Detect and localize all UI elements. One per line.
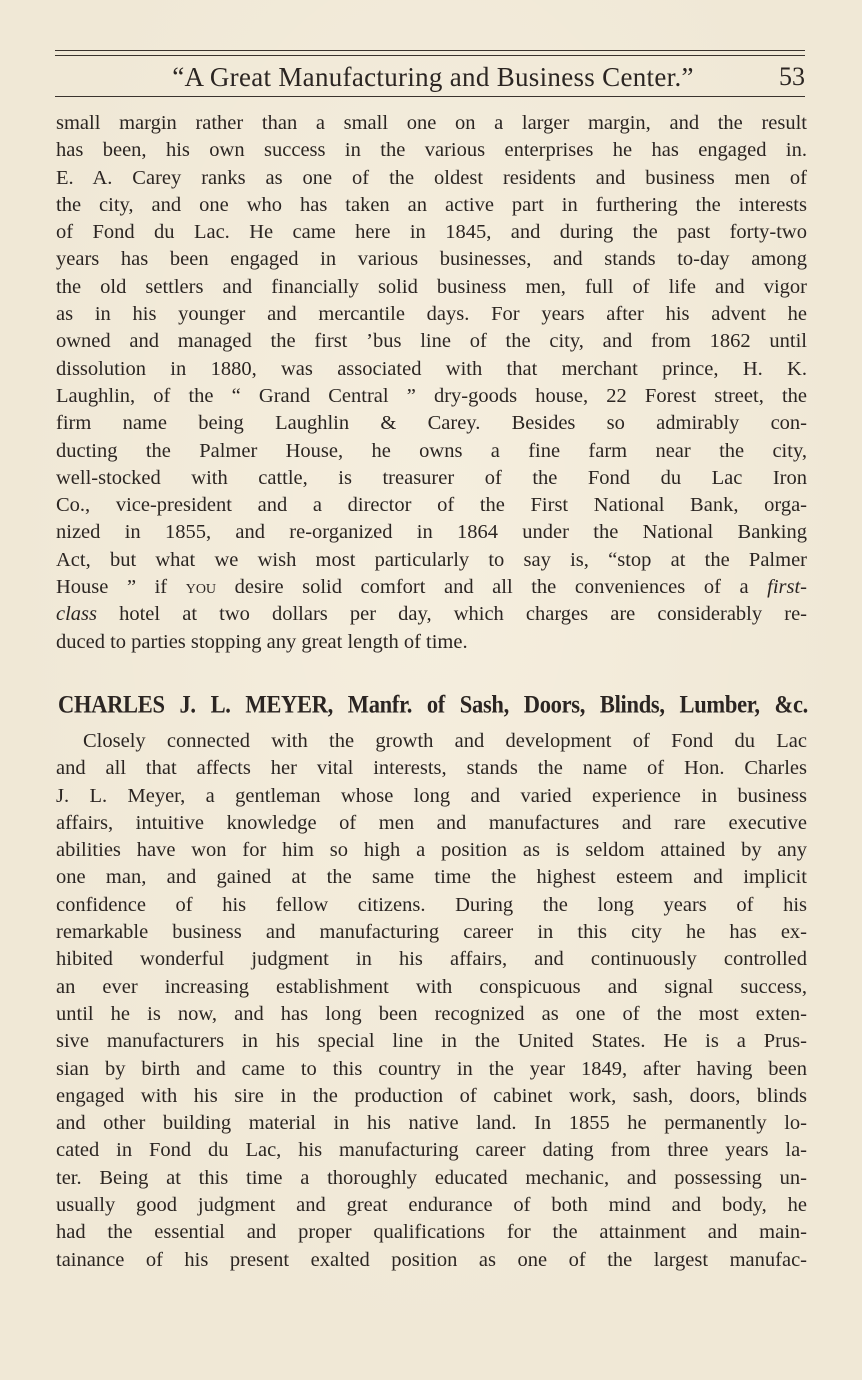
text-line: and all that affects her vital interests, stands the name of Hon. Charles	[56, 757, 807, 780]
text-line: affairs, intuitive knowledge of men and manufactures and rare executive	[56, 811, 807, 834]
text-line: Act, but what we wish most particularly to say is, “stop at the Palmer	[56, 548, 807, 571]
text-line: Closely connected with the growth and development of Fond du Lac	[83, 730, 807, 752]
text-line: owned and managed the first ’bus line of the city, and from 1862 until	[56, 330, 807, 353]
text-line: until he is now, and has long been recognized as one of the most exten-	[56, 1002, 807, 1025]
text-line: confidence of his fellow citizens. During the long years of his	[56, 893, 807, 916]
text-line: the city, and one who has taken an active part in furthering the interests	[56, 193, 807, 216]
text-line: usually good judgment and great endurance of both mind and body, he	[56, 1194, 807, 1217]
text-segment: desire solid comfort and all the conveniences of a	[216, 576, 768, 599]
text-line: duced to parties stopping any great length of time.	[56, 630, 468, 653]
text-line: cated in Fond du Lac, his manufacturing career dating from three years la-	[56, 1139, 807, 1162]
text-line: as in his younger and mercantile days. For years after his advent he	[56, 303, 807, 326]
running-header	[55, 62, 805, 97]
text-line: of Fond du Lac. He came here in 1845, and during the past forty-two	[56, 221, 807, 244]
text-segment: hotel at two dollars per day, which charges are considerably re-	[97, 603, 807, 626]
text-line: E. A. Carey ranks as one of the oldest residents and business men of	[56, 166, 807, 189]
header-rule-top	[55, 50, 805, 51]
paragraph-meyer	[56, 728, 807, 1274]
italic-word: first-	[767, 576, 807, 599]
text-line: ter. Being at this time a thoroughly educated mechanic, and possessing un-	[56, 1166, 807, 1189]
text-line: an ever increasing establishment with conspicuous and signal success,	[56, 975, 807, 998]
text-line-house	[56, 574, 807, 601]
text-line: one man, and gained at the same time the highest esteem and implicit	[56, 866, 807, 889]
text-line: ducting the Palmer House, he owns a fine farm near the city,	[56, 439, 807, 462]
section-heading: CHARLES J. L. MEYER, Manfr. of Sash, Doors, Blinds, Lumber, &c.	[58, 690, 808, 718]
text-line: nized in 1855, and re-organized in 1864 under the National Banking	[56, 521, 807, 544]
text-line: remarkable business and manufacturing career in this city he has ex-	[56, 921, 807, 944]
text-line: Co., vice-president and a director of the First National Bank, orga-	[56, 494, 807, 517]
text-line: firm name being Laughlin & Carey. Besides so admirably con-	[56, 412, 807, 435]
text-line: had the essential and proper qualifications for the attainment and main-	[56, 1221, 807, 1244]
small-caps-word: you	[185, 576, 217, 599]
text-line: well-stocked with cattle, is treasurer of the Fond du Lac Iron	[56, 466, 807, 489]
running-title: “A Great Manufacturing and Business Center.”	[172, 62, 694, 92]
text-line: sian by birth and came to this country in the year 1849, after having been	[56, 1057, 807, 1080]
header-rule-second	[55, 55, 805, 56]
text-line: engaged with his sire in the production of cabinet work, sash, doors, blinds	[56, 1084, 807, 1107]
text-segment: House ” if	[56, 576, 186, 599]
text-line: Laughlin, of the “ Grand Central ” dry-goods house, 22 Forest street, the	[56, 384, 807, 407]
text-line: hibited wonderful judgment in his affairs, and continuously controlled	[56, 948, 807, 971]
paragraph-carey	[56, 110, 807, 656]
text-line: J. L. Meyer, a gentleman whose long and varied experience in business	[56, 784, 807, 807]
text-line: the old settlers and financially solid business men, full of life and vigor	[56, 275, 807, 298]
text-line: dissolution in 1880, was associated with that merchant prince, H. K.	[56, 357, 807, 380]
text-line: abilities have won for him so high a position as is seldom attained by any	[56, 839, 807, 862]
italic-word: class	[56, 603, 97, 626]
page-number: 53	[779, 62, 805, 91]
text-line: years has been engaged in various businesses, and stands to-day among	[56, 248, 807, 271]
text-line: tainance of his present exalted position as one of the largest manufac-	[56, 1248, 807, 1271]
text-line: small margin rather than a small one on a larger margin, and the result	[56, 112, 807, 134]
text-line: has been, his own success in the various enterprises he has engaged in.	[56, 139, 807, 162]
text-line: sive manufacturers in his special line in the United States. He is a Prus-	[56, 1030, 807, 1053]
text-line-class	[56, 601, 807, 628]
text-line: and other building material in his native land. In 1855 he permanently lo-	[56, 1112, 807, 1135]
